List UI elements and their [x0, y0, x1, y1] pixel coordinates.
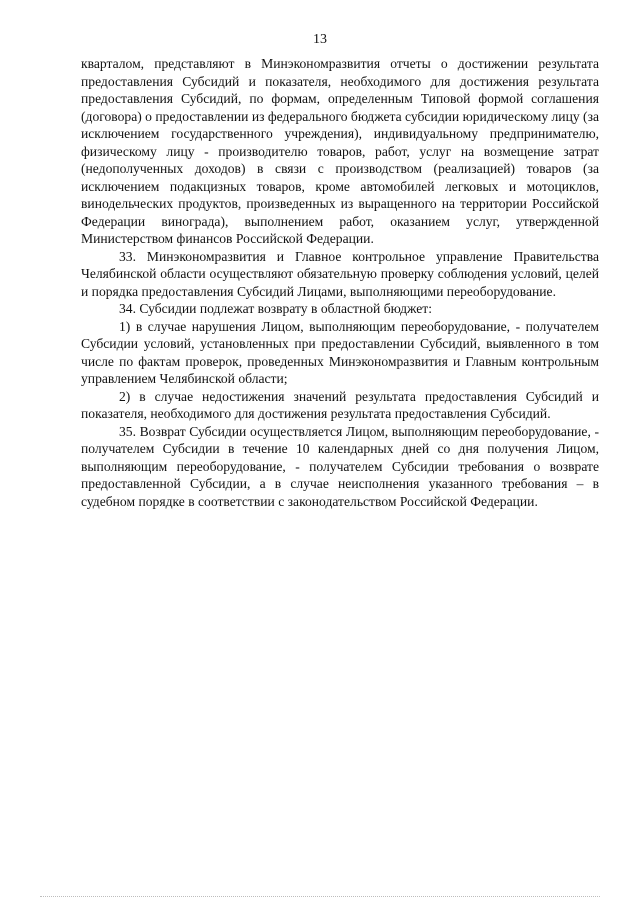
- paragraph-34: 34. Субсидии подлежат возврату в областной бюджет:: [119, 301, 432, 316]
- page-number: 13: [313, 32, 327, 47]
- document-body: [81, 55, 599, 510]
- paragraph-34-item-1: 1) в случае нарушения Лицом, выполняющим переоборудование, - получателем Субсидии условий, установленных при предоставлении Субсидий, выявленного в том числе по фактам проверок, проведенных Минэкономразвития и Главным контрольным управлением Челябинской области;: [81, 318, 599, 386]
- scan-edge-divider: [40, 896, 600, 898]
- paragraph-34-item-2: 2) в случае недостижения значений результата предоставления Субсидий и показателя, необходимого для достижения результата предоставления Субсидий.: [81, 388, 599, 421]
- paragraph-35: 35. Возврат Субсидии осуществляется Лицом, выполняющим переоборудование, - получателем Субсидии в течение 10 календарных дней со дня получения Лицом, выполняющим переоборудование, - получателем Субсидии требования о возврате предоставленной Субсидии, а в случае неисполнения указанного требования – в судебном порядке в соответствии с законодательством Российской Федерации.: [81, 423, 599, 509]
- paragraph-33: 33. Минэкономразвития и Главное контрольное управление Правительства Челябинской области осуществляют обязательную проверку соблюдения условий, целей и порядка предоставления Субсидий Лицами, выполняющими переоборудование.: [81, 248, 599, 299]
- paragraph-continuation: кварталом, представляют в Минэкономразвития отчеты о достижении результата предоставления Субсидий и показателя, необходимого для достижения результата предоставления Субсидий, по формам, определенным Типовой формой соглашения (договора) о предоставлении из федерального бюджета субсидии юридическому лицу (за исключением государственного учреждения), индивидуальному предпринимателю, физическому лицу - производителю товаров, работ, услуг на возмещение затрат (недополученных доходов) в связи с производством (реализацией) товаров (за исключением подакцизных товаров, кроме автомобилей легковых и мотоциклов, винодельческих продуктов, произведенных из выращенного на территории Российской Федерации винограда), выполнением работ, оказанием услуг, утвержденной Министерством финансов Российской Федерации.: [81, 56, 599, 246]
